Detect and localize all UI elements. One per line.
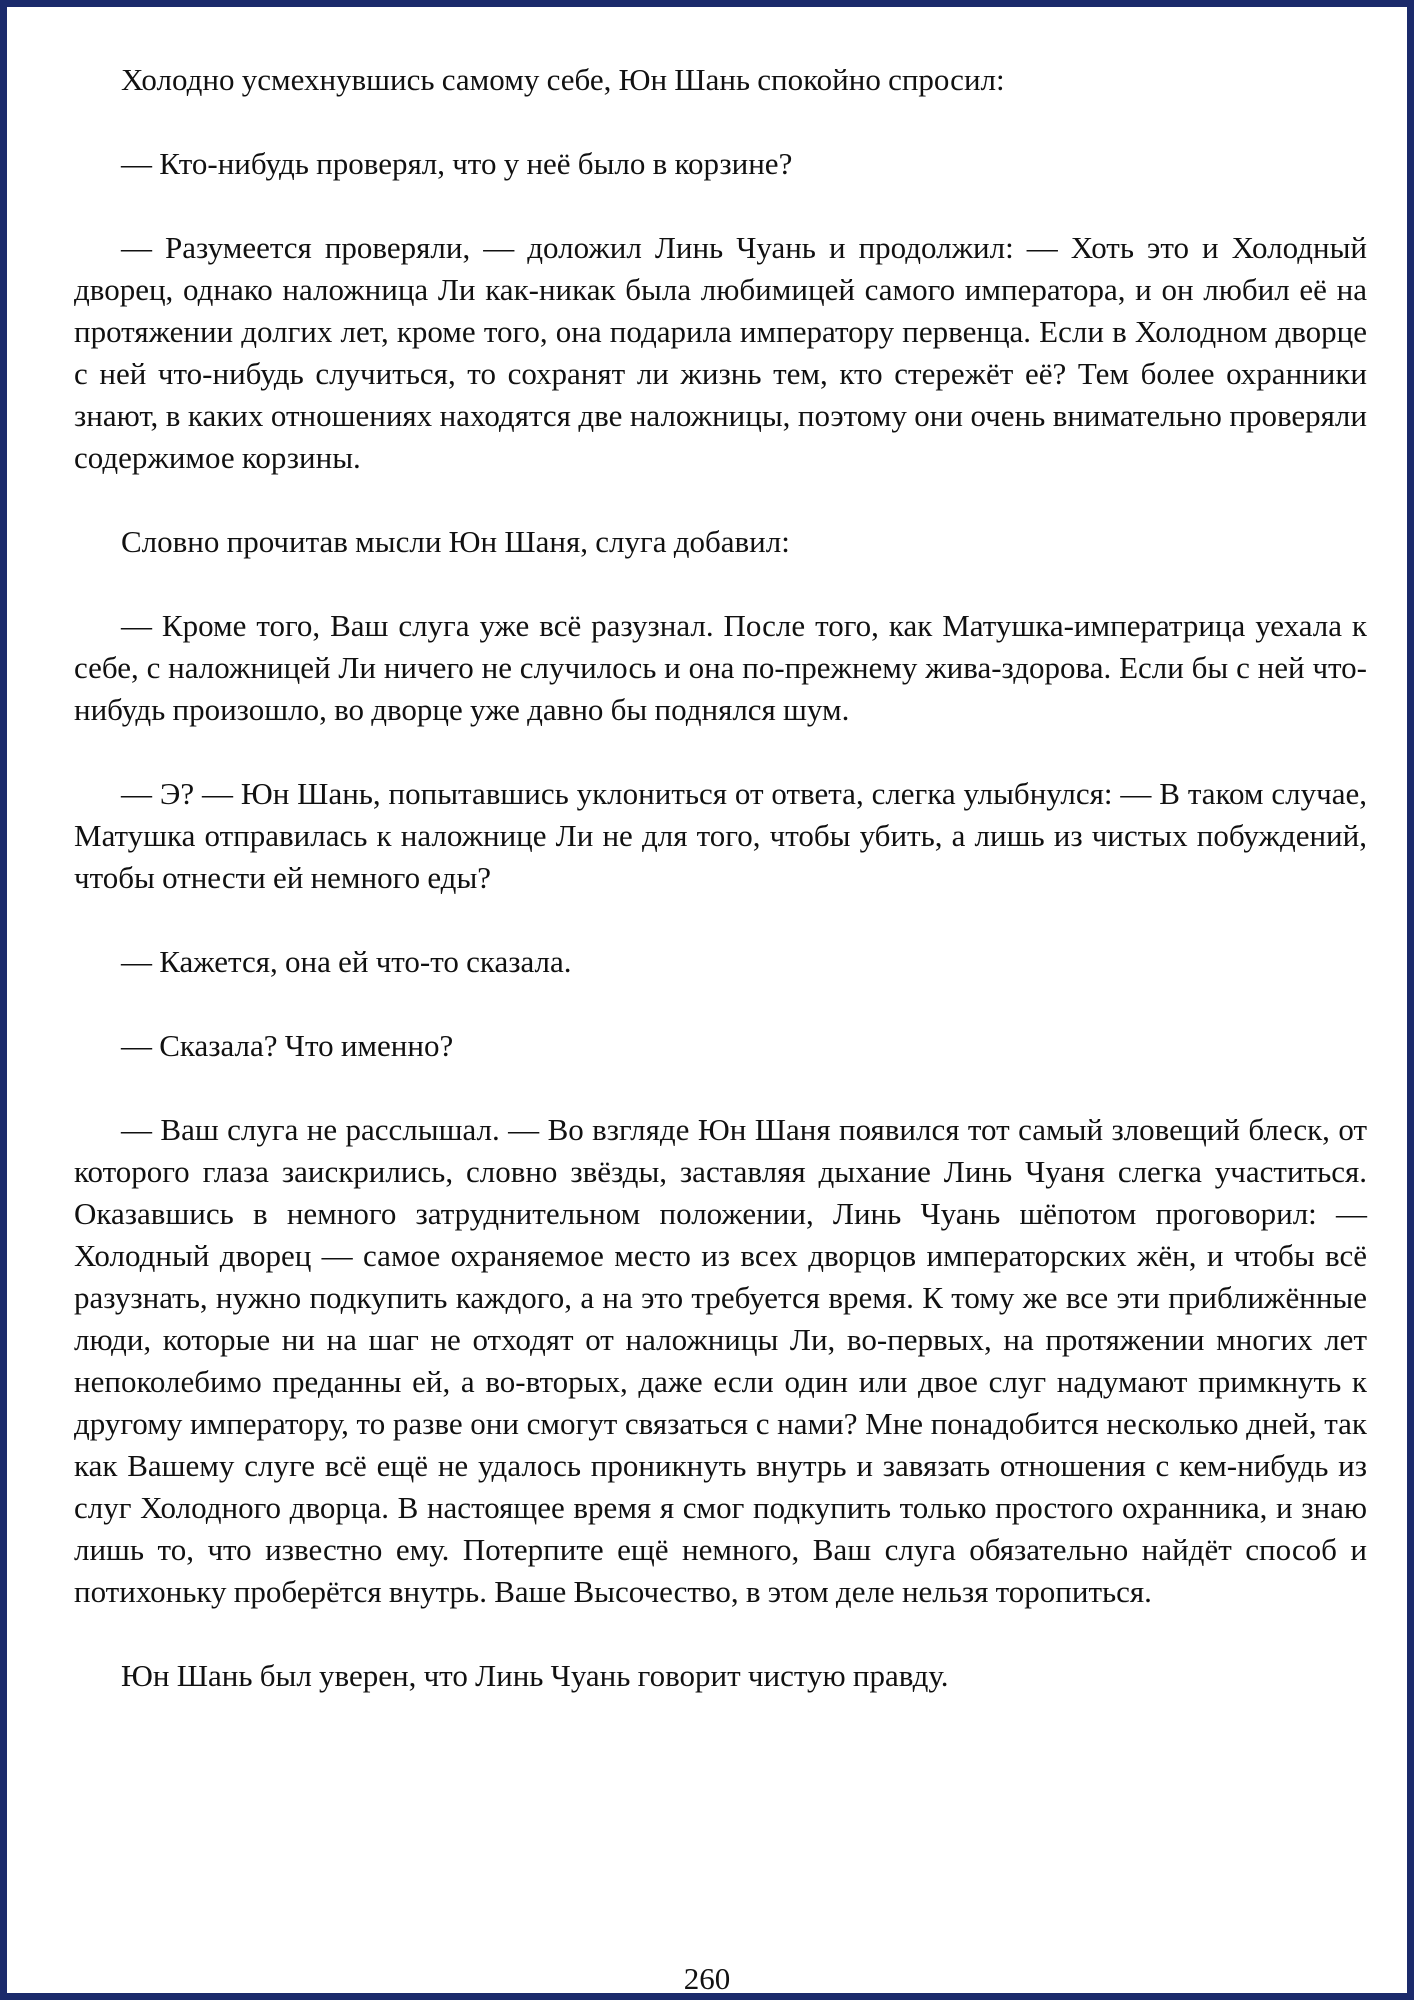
paragraph: — Разумеется проверяли, — доложил Линь Чуань и продолжил: — Хоть это и Холодный дворец, однако наложница Ли как-никак была любимицей самого императора, и он любил её на протяжении долгих лет, кроме того, она подарила императору первенца. Если в Холодном дворце с ней что-нибудь случиться, то сохранят ли жизнь тем, кто стережёт её? Тем более охранники знают, в каких отношениях находятся две наложницы, поэтому они очень внимательно проверяли содержимое корзины. <box>74 230 1367 475</box>
paragraph: Юн Шань был уверен, что Линь Чуань говорит чистую правду. <box>121 1658 949 1693</box>
paragraph: — Ваш слуга не расслышал. — Во взгляде Юн Шаня появился тот самый зловещий блеск, от которого глаза заискрились, словно звёзды, заставляя дыхание Линь Чуаня слегка участиться. Оказавшись в немного затруднительном положении, Линь Чуань шёпотом проговорил: — Холодный дворец — самое охраняемое место из всех дворцов императорских жён, и чтобы всё разузнать, нужно подкупить каждого, а на это требуется время. К тому же все эти приближённые люди, которые ни на шаг не отходят от наложницы Ли, во-первых, на протяжении многих лет непоколебимо преданны ей, а во-вторых, даже если один или двое слуг надумают примкнуть к другому императору, то разве они смогут связаться с нами? Мне понадобится несколько дней, так как Вашему слуге всё ещё не удалось проникнуть внутрь и завязать отношения с кем-нибудь из слуг Холодного дворца. В настоящее время я смог подкупить только простого охранника, и знаю лишь то, что известно ему. Потерпите ещё немного, Ваш слуга обязательно найдёт способ и потихоньку проберётся внутрь. Ваше Высочество, в этом деле нельзя торопиться. <box>74 1112 1367 1609</box>
paragraph: — Э? — Юн Шань, попытавшись уклониться от ответа, слегка улыбнулся: — В таком случае, Матушка отправилась к наложнице Ли не для того, чтобы убить, а лишь из чистых побуждений, чтобы отнести ей немного еды? <box>74 776 1367 895</box>
paragraph: — Кажется, она ей что-то сказала. <box>121 944 572 979</box>
paragraph: — Кто-нибудь проверял, что у неё было в корзине? <box>121 146 793 181</box>
page-number: 260 <box>683 1961 731 1996</box>
paragraph: — Кроме того, Ваш слуга уже всё разузнал. После того, как Матушка-императрица уехала к себе, с наложницей Ли ничего не случилось и она по-прежнему жива-здорова. Если бы с ней что-нибудь произошло, во дворце уже давно бы поднялся шум. <box>74 608 1367 727</box>
paragraph: Словно прочитав мысли Юн Шаня, слуга добавил: <box>121 524 790 559</box>
paragraph: Холодно усмехнувшись самому себе, Юн Шань спокойно спросил: <box>121 62 1005 97</box>
paragraph: — Сказала? Что именно? <box>121 1028 454 1063</box>
page-body-text <box>74 59 1367 1697</box>
